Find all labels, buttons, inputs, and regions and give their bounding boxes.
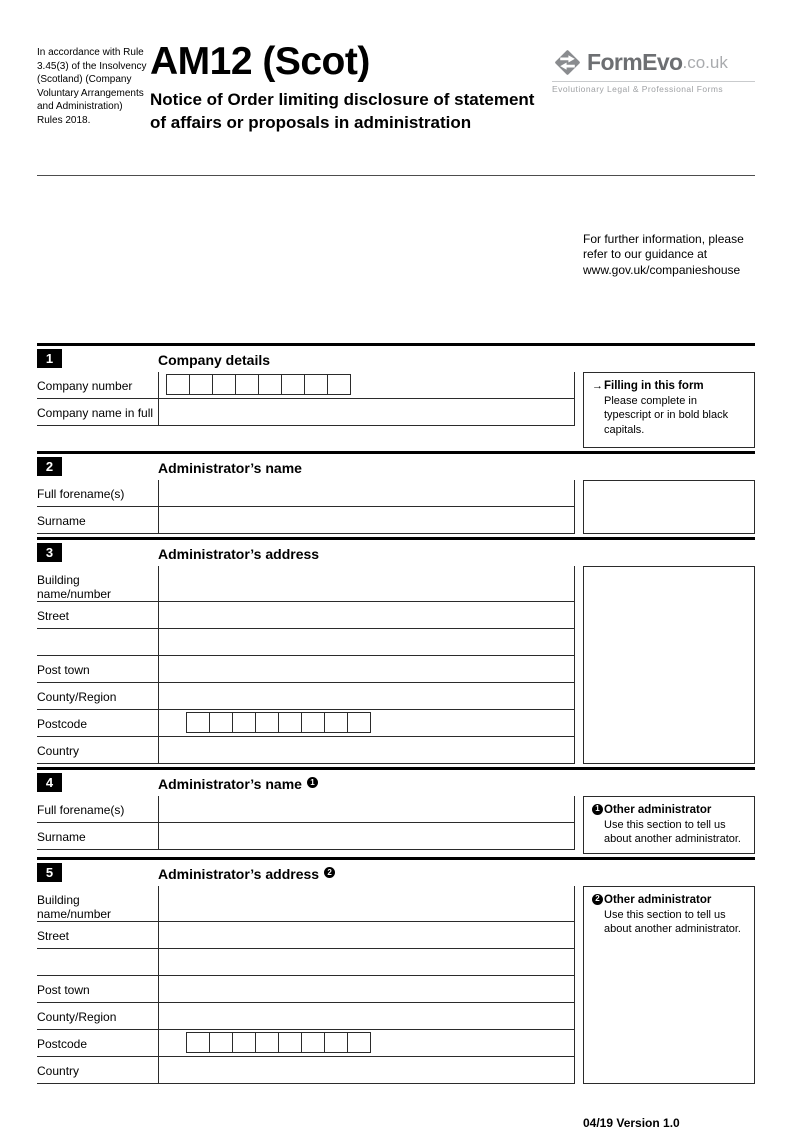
field-row <box>37 566 575 602</box>
field-row <box>37 949 575 976</box>
note-title-text: Other administrator <box>604 893 712 906</box>
note-title-text: Filling in this form <box>604 379 704 392</box>
char-box[interactable] <box>255 712 279 733</box>
arrow-icon: → <box>592 379 603 392</box>
section-4-administrators-name-2 <box>37 767 755 854</box>
section-1-fields <box>37 372 575 448</box>
section-title-text: Administrator’s name <box>158 775 302 792</box>
field-label: Post town <box>37 982 90 997</box>
field-label: Building name/number <box>37 892 112 921</box>
note-text: Use this section to tell us about another administrator. <box>604 819 741 846</box>
field-row <box>37 372 575 399</box>
admin1-posttown-input[interactable] <box>158 656 575 682</box>
admin1-country-input[interactable] <box>158 737 575 763</box>
section-2-administrators-name <box>37 451 755 534</box>
field-label: Full forename(s) <box>37 802 125 817</box>
company-number-input[interactable] <box>158 372 575 398</box>
field-row <box>37 602 575 629</box>
field-row <box>37 1057 575 1084</box>
note-title <box>592 379 746 394</box>
section-1-company-details <box>37 343 755 448</box>
section-title: Administrator’s name <box>158 459 302 476</box>
field-label: Company number <box>37 378 133 393</box>
field-label: Post town <box>37 662 90 677</box>
title-block <box>150 42 552 135</box>
note-title-text: Other administrator <box>604 803 712 816</box>
field-row <box>37 823 575 850</box>
field-row <box>37 976 575 1003</box>
char-box[interactable] <box>304 374 328 395</box>
field-row <box>37 796 575 823</box>
field-label: Company name in full <box>37 405 154 420</box>
admin1-street-input[interactable] <box>158 602 575 628</box>
section-1-header <box>37 343 755 372</box>
char-box[interactable] <box>347 712 371 733</box>
field-row <box>37 886 575 922</box>
form-header <box>37 42 755 135</box>
company-number-boxes <box>159 372 574 395</box>
section-title-text: Administrator’s address <box>158 865 320 882</box>
admin1-county-input[interactable] <box>158 683 575 709</box>
field-label <box>37 949 158 975</box>
char-box[interactable] <box>186 712 210 733</box>
field-label: Surname <box>37 513 86 528</box>
char-box[interactable] <box>324 712 348 733</box>
field-label: Full forename(s) <box>37 486 125 501</box>
field-label: Building name/number <box>37 572 112 601</box>
admin2-county-input[interactable] <box>158 1003 575 1029</box>
field-row <box>37 737 575 764</box>
section-title: Company details <box>158 351 271 368</box>
field-label: Surname <box>37 829 86 844</box>
char-box[interactable] <box>278 712 302 733</box>
company-name-input[interactable] <box>158 399 575 425</box>
char-box[interactable] <box>209 712 233 733</box>
char-box[interactable] <box>327 374 351 395</box>
admin2-street-input[interactable] <box>158 922 575 948</box>
guidance-note: For further information, please refer to our guidance at www.gov.uk/companieshouse <box>583 231 744 278</box>
section-5-fields <box>37 886 575 1084</box>
notes-box <box>583 566 755 764</box>
field-row <box>37 922 575 949</box>
section-title: Administrator’s address <box>158 545 320 562</box>
section-5-header <box>37 857 755 886</box>
formevo-logo-top <box>552 47 755 78</box>
section-title <box>158 776 318 792</box>
footnote-marker-2-icon: 2 <box>592 894 603 905</box>
admin2-building-input[interactable] <box>158 886 575 921</box>
admin1-building-input[interactable] <box>158 566 575 601</box>
logo-tagline: Evolutionary Legal & Professional Forms <box>552 81 755 94</box>
char-box[interactable] <box>278 1032 302 1053</box>
section-2-fields <box>37 480 575 534</box>
admin1-surname-input[interactable] <box>158 507 575 533</box>
field-row <box>37 629 575 656</box>
field-label: County/Region <box>37 689 117 704</box>
admin2-country-input[interactable] <box>158 1057 575 1083</box>
field-row <box>37 683 575 710</box>
section-number: 5 <box>37 863 62 882</box>
logo-brand: FormEvo <box>587 49 683 75</box>
char-box[interactable] <box>166 374 190 395</box>
section-3-header <box>37 537 755 566</box>
section-4-fields <box>37 796 575 854</box>
notes-box <box>583 480 755 534</box>
version-text: 04/19 Version 1.0 <box>583 1115 680 1130</box>
logo-suffix: .co.uk <box>682 52 728 72</box>
char-box[interactable] <box>189 374 213 395</box>
admin2-posttown-input[interactable] <box>158 976 575 1002</box>
swap-arrows-icon <box>552 47 583 78</box>
section-number: 4 <box>37 773 62 792</box>
postcode-boxes <box>159 1030 574 1053</box>
section-number: 3 <box>37 543 62 562</box>
filling-in-form-note <box>583 372 755 448</box>
section-title <box>158 866 335 882</box>
field-row <box>37 480 575 507</box>
header-divider <box>37 175 755 176</box>
admin2-street-input-2[interactable] <box>158 949 575 975</box>
admin2-forename-input[interactable] <box>158 796 575 822</box>
section-4-header <box>37 767 755 796</box>
char-box[interactable] <box>186 1032 210 1053</box>
other-administrator-note <box>583 886 755 1084</box>
other-administrator-note <box>583 796 755 854</box>
section-5-administrators-address-2 <box>37 857 755 1084</box>
field-row <box>37 1003 575 1030</box>
note-text: Use this section to tell us about another administrator. <box>604 909 741 936</box>
section-2-header <box>37 451 755 480</box>
char-box[interactable] <box>255 1032 279 1053</box>
form-title: Notice of Order limiting disclosure of statement of affairs or proposals in administration <box>150 90 535 132</box>
footnote-marker-1-icon: 1 <box>592 804 603 815</box>
field-label: Postcode <box>37 716 88 731</box>
char-box[interactable] <box>324 1032 348 1053</box>
char-box[interactable] <box>212 374 236 395</box>
char-box[interactable] <box>347 1032 371 1053</box>
admin2-surname-input[interactable] <box>158 823 575 849</box>
admin2-postcode-input[interactable] <box>158 1030 575 1056</box>
char-box[interactable] <box>232 1032 256 1053</box>
field-row <box>37 656 575 683</box>
char-box[interactable] <box>235 374 259 395</box>
footnote-marker-2-icon: 2 <box>324 867 335 878</box>
field-row <box>37 399 575 426</box>
form-code: AM12 (Scot) <box>150 40 370 83</box>
char-box[interactable] <box>232 712 256 733</box>
field-label: Country <box>37 1063 80 1078</box>
field-label: County/Region <box>37 1009 117 1024</box>
field-label: Street <box>37 608 70 623</box>
field-label: Street <box>37 928 70 943</box>
char-box[interactable] <box>258 374 282 395</box>
note-title <box>592 893 746 908</box>
admin1-postcode-input[interactable] <box>158 710 575 736</box>
field-label: Country <box>37 743 80 758</box>
char-box[interactable] <box>281 374 305 395</box>
field-row <box>37 1030 575 1057</box>
section-number: 1 <box>37 349 62 368</box>
note-title <box>592 803 746 818</box>
postcode-boxes <box>159 710 574 733</box>
char-box[interactable] <box>301 1032 325 1053</box>
rule-reference: In accordance with Rule 3.45(3) of the Insolvency (Scotland) (Company Voluntary Arrangements and Administration) Rules 2018. <box>37 47 147 126</box>
section-3-fields <box>37 566 575 764</box>
field-row <box>37 507 575 534</box>
field-label: Postcode <box>37 1036 88 1051</box>
footnote-marker-1-icon: 1 <box>307 777 318 788</box>
field-row <box>37 710 575 737</box>
section-number: 2 <box>37 457 62 476</box>
formevo-logo <box>552 42 755 94</box>
admin1-forename-input[interactable] <box>158 480 575 506</box>
section-3-administrators-address <box>37 537 755 764</box>
note-text: Please complete in typescript or in bold black capitals. <box>604 395 729 436</box>
admin1-street-input-2[interactable] <box>158 629 575 655</box>
char-box[interactable] <box>301 712 325 733</box>
char-box[interactable] <box>209 1032 233 1053</box>
field-label <box>37 629 158 655</box>
